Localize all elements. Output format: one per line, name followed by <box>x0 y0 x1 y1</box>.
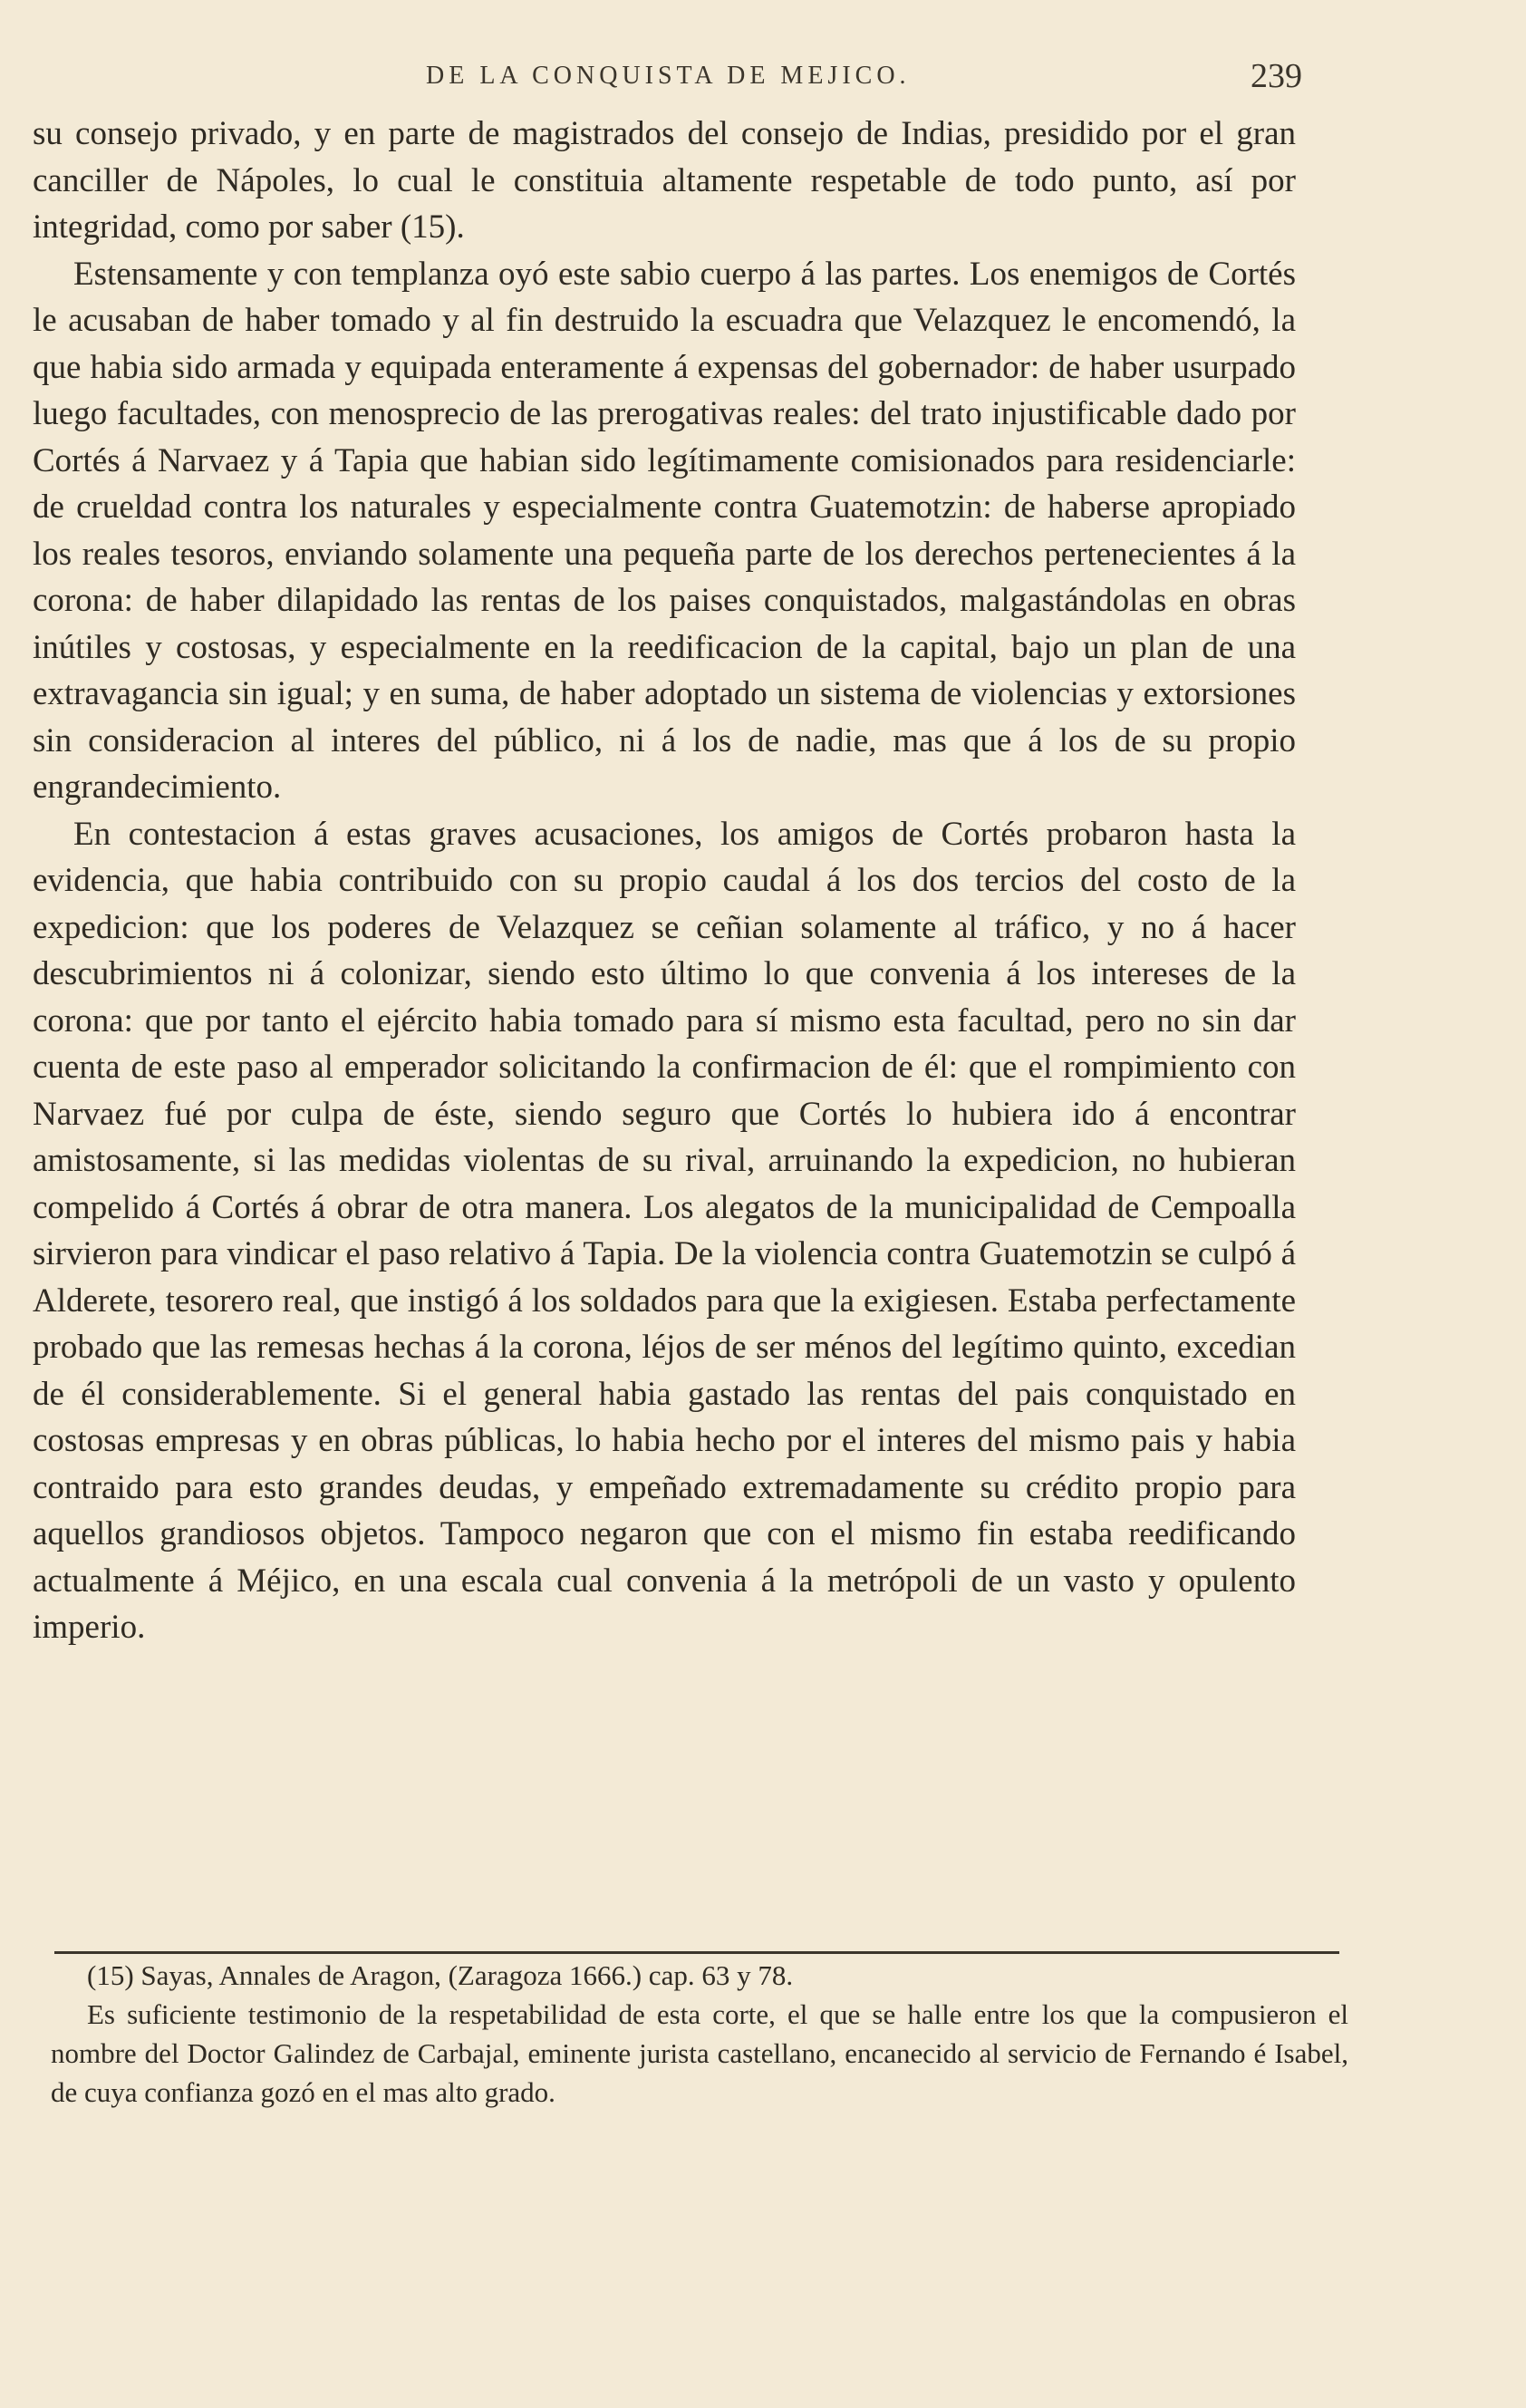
page-number: 239 <box>1251 57 1302 95</box>
running-head: DE LA CONQUISTA DE MEJICO. <box>426 62 911 90</box>
page-header <box>0 56 1526 111</box>
footnote-note: Es suficiente testimonio de la respetabilidad de esta corte, el que se halle entre los que la compusieron el nombre del Doctor Galindez de Carbajal, eminente jurista castellano, encanecido al servicio de Fernando é Isabel, de cuya confianza gozó en el mas alto grado. <box>51 1998 1348 2108</box>
paragraph-accusations: Estensamente y con templanza oyó este sabio cuerpo á las partes. Los enemigos de Cortés le acusaban de haber tomado y al fin destruido la escuadra que Velazquez le encomendó, la que habia sido armada y equipada enteramente á expensas del gobernador: de haber usurpado luego facultades, con menosprecio de las prerogativas reales: del trato injustificable dado por Cortés á Narvaez y á Tapia que habian sido legítimamente comisionados para residenciarle: de crueldad contra los naturales y especialmente contra Guatemotzin: de haberse apropiado los reales tesoros, enviando solamente una pequeña parte de los derechos pertenecientes á la corona: de haber dilapidado las rentas de los paises conquistados, malgastándolas en obras inútiles y costosas, y especialmente en la reedificacion de la capital, bajo un plan de una extravagancia sin igual; y en suma, de haber adoptado un sistema de violencias y extorsiones sin consideracion al interes del público, ni á los de nadie, mas que á los de su propio engrandecimiento. <box>33 255 1296 806</box>
paragraph-continuation: su consejo privado, y en parte de magistrados del consejo de Indias, presidido por el gran canciller de Nápoles, lo cual le constituia altamente respetable de todo punto, así por integridad, como por saber (15). <box>33 115 1296 246</box>
body-text <box>33 111 1296 1651</box>
footnote-divider <box>54 1951 1339 1954</box>
paragraph-defense: En contestacion á estas graves acusaciones, los amigos de Cortés probaron hasta la evidencia, que habia contribuido con su propio caudal á los dos tercios del costo de la expedicion: que los poderes de Velazquez se ceñian solamente al tráfico, y no á hacer descubrimientos ni á colonizar, siendo esto último lo que convenia á los intereses de la corona: que por tanto el ejército habia tomado para sí mismo esta facultad, pero no sin dar cuenta de este paso al emperador solicitando la confirmacion de él: que el rompimiento con Narvaez fué por culpa de éste, siendo seguro que Cortés lo hubiera ido á encontrar amistosamente, si las medidas violentas de su rival, arruinando la expedicion, no hubieran compelido á Cortés á obrar de otra manera. Los alegatos de la municipalidad de Cempoalla sirvieron para vindicar el paso relativo á Tapia. De la violencia contra Guatemotzin se culpó á Alderete, tesorero real, que instigó á los soldados para que la exigiesen. Estaba perfectamente probado que las remesas hechas á la corona, léjos de ser ménos del legítimo quinto, excedian de él considerablemente. Si el general habia gastado las rentas del pais conquistado en costosas empresas y en obras públicas, lo habia hecho por el interes del mismo pais y habia contraido para esto grandes deudas, y empeñado extremadamente su crédito propio para aquellos grandiosos objetos. Tampoco negaron que con el mismo fin estaba reedificando actualmente á Méjico, en una escala cual convenia á la metrópoli de un vasto y opulento imperio. <box>33 815 1296 1646</box>
footnotes <box>51 1956 1348 2112</box>
footnote-citation: (15) Sayas, Annales de Aragon, (Zaragoza 1666.) cap. 63 y 78. <box>87 1959 794 1991</box>
